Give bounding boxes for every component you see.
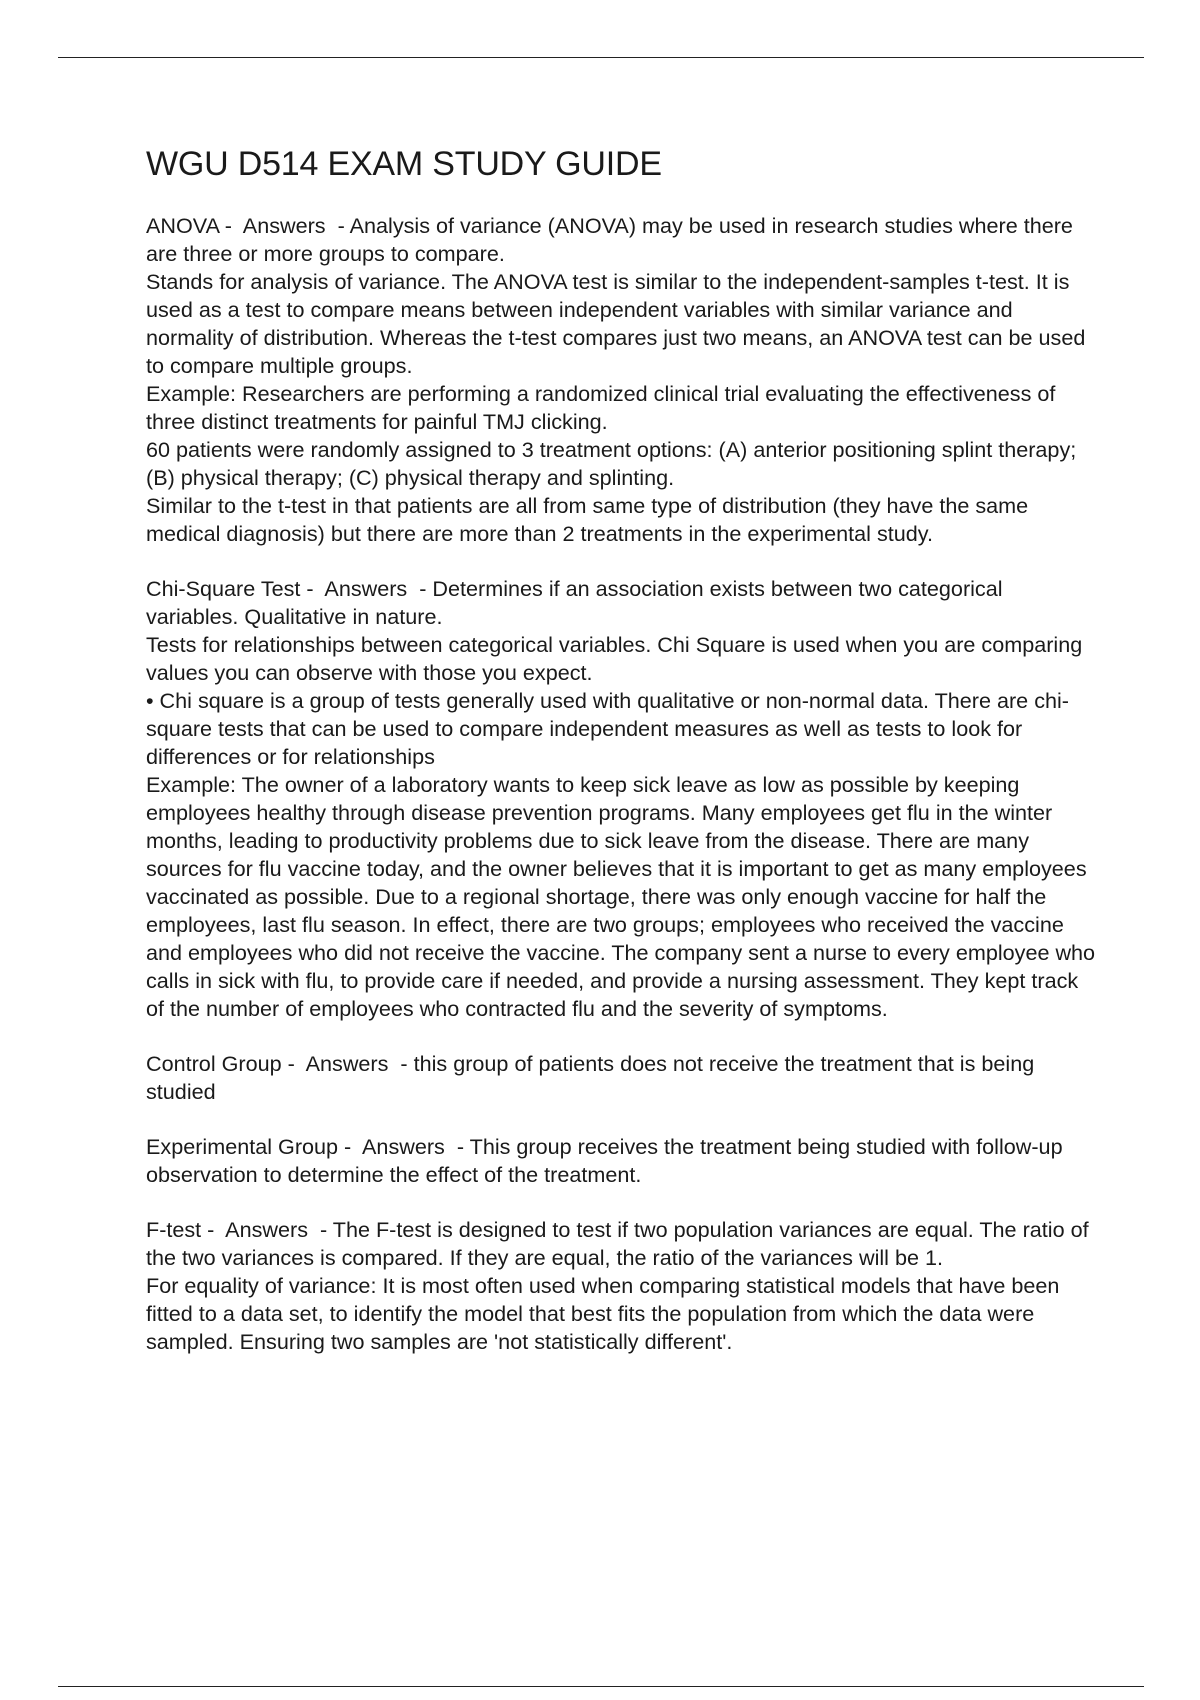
entry-anova: [146, 212, 1096, 548]
entry-paragraph: Chi-Square Test - Answers - Determines if an association exists between two categorical variables. Qualitative in nature.: [146, 576, 1009, 629]
header-rule: [58, 57, 1144, 58]
entry-paragraph: Tests for relationships between categorical variables. Chi Square is used when you are comparing values you can observe with those you expect.: [146, 632, 1089, 685]
entry-paragraph: Control Group - Answers - this group of patients does not receive the treatment that is being studied: [146, 1051, 1041, 1104]
entry-chi-square: [146, 575, 1102, 1023]
entry-paragraph: Example: The owner of a laboratory wants to keep sick leave as low as possible by keeping employees healthy through disease prevention programs. Many employees get flu in the winter months, leading to productivity problems due to sick leave from the disease. There are many sources for flu vaccine today, and the owner believes that it is important to get as many employees vaccinated as possible. Due to a regional shortage, there was only enough vaccine for half the employees, last flu season. In effect, there are two groups; employees who received the vaccine and employees who did not receive the vaccine. The company sent a nurse to every employee who calls in sick with flu, to provide care if needed, and provide a nursing assessment. They kept track of the number of employees who contracted flu and the severity of symptoms.: [146, 772, 1102, 1021]
document-body: [146, 142, 1102, 1383]
entry-control-group: [146, 1050, 1096, 1106]
entry-paragraph: Example: Researchers are performing a randomized clinical trial evaluating the effectiveness of three distinct treatments for painful TMJ clicking.: [146, 381, 1062, 434]
entry-f-test: [146, 1216, 1096, 1356]
entry-paragraph: F-test - Answers - The F-test is designed to test if two population variances are equal. The ratio of the two variances is compared. If they are equal, the ratio of the variances will be 1.: [146, 1217, 1095, 1270]
entry-experimental-group: [146, 1133, 1096, 1189]
entry-paragraph: Similar to the t-test in that patients are all from same type of distribution (they have the same medical diagnosis) but there are more than 2 treatments in the experimental study.: [146, 493, 1035, 546]
entry-paragraph: • Chi square is a group of tests generally used with qualitative or non-normal data. There are chi-square tests that can be used to compare independent measures as well as tests to look for differences or for relationships: [146, 688, 1069, 769]
entry-paragraph: Experimental Group - Answers - This group receives the treatment being studied with follow-up observation to determine the effect of the treatment.: [146, 1134, 1069, 1187]
entry-paragraph: ANOVA - Answers - Analysis of variance (ANOVA) may be used in research studies where there are three or more groups to compare.: [146, 213, 1079, 266]
entry-paragraph: 60 patients were randomly assigned to 3 treatment options: (A) anterior positioning splint therapy; (B) physical therapy; (C) physical therapy and splinting.: [146, 437, 1083, 490]
page-title: WGU D514 EXAM STUDY GUIDE: [146, 145, 662, 183]
entry-paragraph: For equality of variance: It is most often used when comparing statistical models that have been fitted to a data set, to identify the model that best fits the population from which the data were sampled. Ensuring two samples are 'not statistically different'.: [146, 1273, 1066, 1354]
entry-paragraph: Stands for analysis of variance. The ANOVA test is similar to the independent-samples t-test. It is used as a test to compare means between independent variables with similar variance and normality of distribution. Whereas the t-test compares just two means, an ANOVA test can be used to compare multiple groups.: [146, 269, 1092, 378]
footer-rule: [58, 1686, 1144, 1687]
